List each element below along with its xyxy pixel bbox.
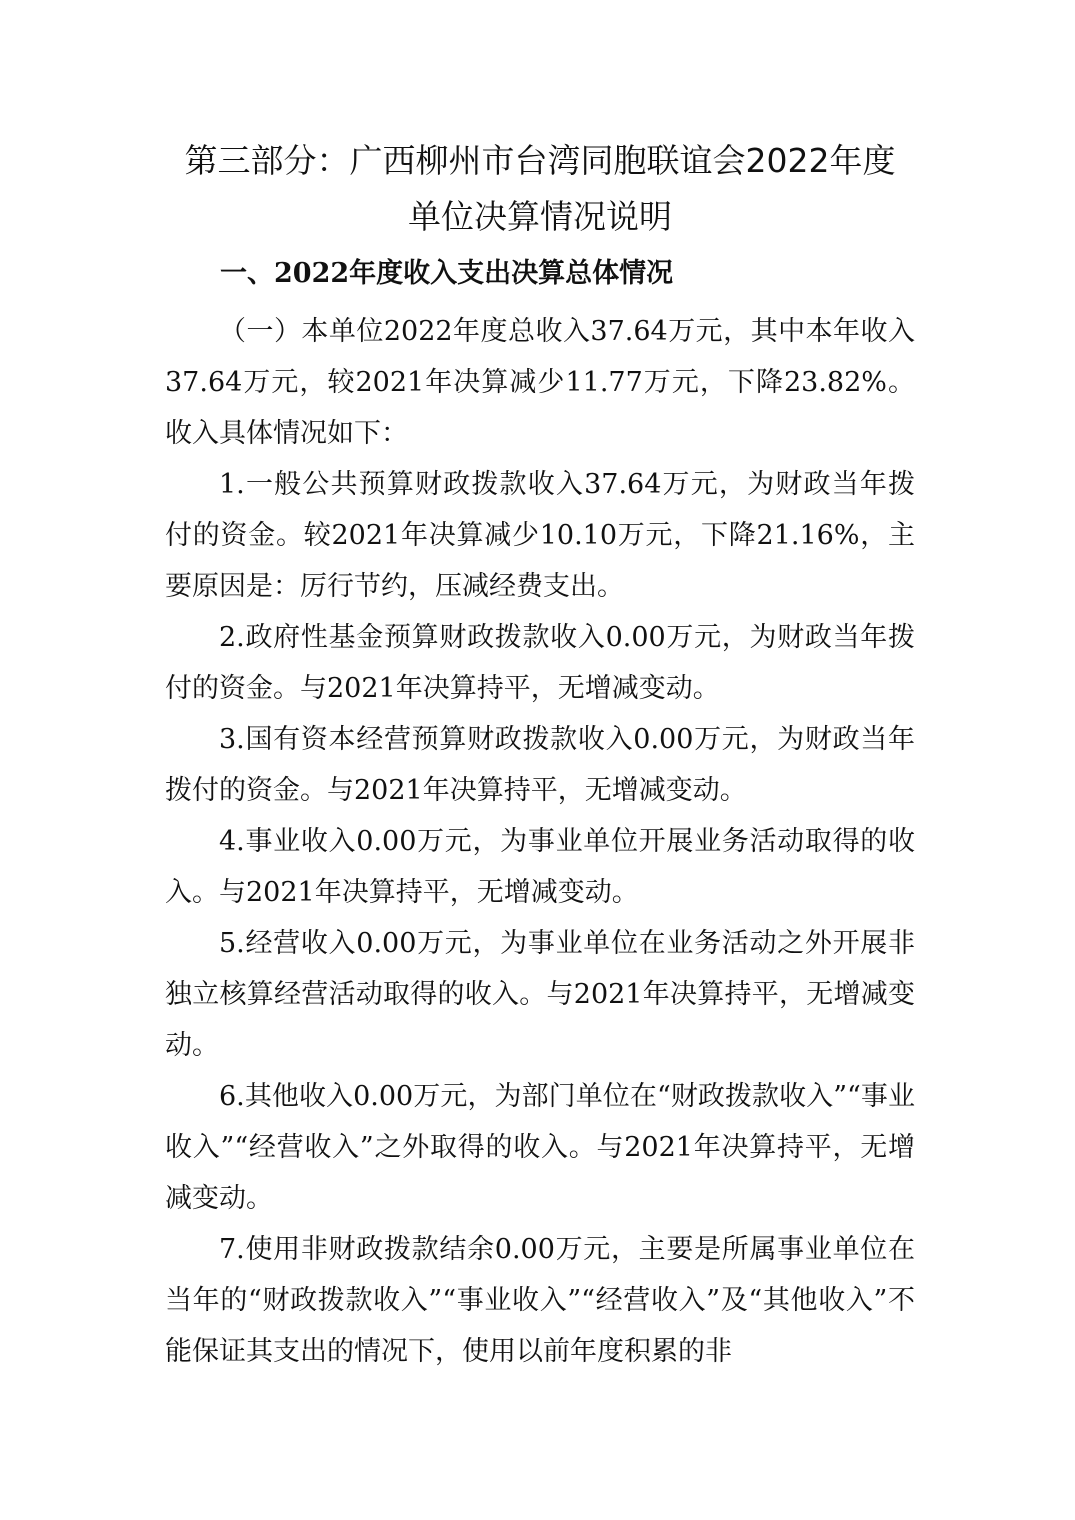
paragraph-operating-income: 5.经营收入0.00万元，为事业单位在业务活动之外开展非独立核算经营活动取得的收入。与2021年决算持平，无增减变动。 (165, 928, 915, 1061)
paragraph-government-fund-income: 2.政府性基金预算财政拨款收入0.00万元，为财政当年拨付的资金。与2021年决算持平，无增减变动。 (165, 622, 915, 704)
paragraph-business-income: 4.事业收入0.00万元，为事业单位开展业务活动取得的收入。与2021年决算持平，无增减变动。 (165, 826, 915, 908)
paragraph-state-capital-income: 3.国有资本经营预算财政拨款收入0.00万元，为财政当年拨付的资金。与2021年决算持平，无增减变动。 (165, 724, 915, 806)
paragraph-general-budget-income: 1.一般公共预算财政拨款收入37.64万元，为财政当年拨付的资金。较2021年决算减少10.10万元，下降21.16%，主要原因是：厉行节约，压减经费支出。 (165, 469, 915, 602)
paragraph-non-fiscal-balance: 7.使用非财政拨款结余0.00万元，主要是所属事业单位在当年的“财政拨款收入”“事业收入”“经营收入”及“其他收入”不能保证其支出的情况下，使用以前年度积累的非 (165, 1234, 915, 1367)
document-body (165, 306, 915, 1377)
section-heading: 一、2022年度收入支出决算总体情况 (220, 258, 674, 289)
document-title-line-1: 第三部分：广西柳州市台湾同胞联谊会2022年度 (184, 141, 896, 180)
paragraph-total-income: （一）本单位2022年度总收入37.64万元，其中本年收入37.64万元，较2021年决算减少11.77万元，下降23.82%。收入具体情况如下： (165, 316, 915, 449)
document-title-line-2: 单位决算情况说明 (408, 197, 672, 236)
paragraph-other-income: 6.其他收入0.00万元，为部门单位在“财政拨款收入”“事业收入”“经营收入”之外取得的收入。与2021年决算持平，无增减变动。 (165, 1081, 915, 1214)
